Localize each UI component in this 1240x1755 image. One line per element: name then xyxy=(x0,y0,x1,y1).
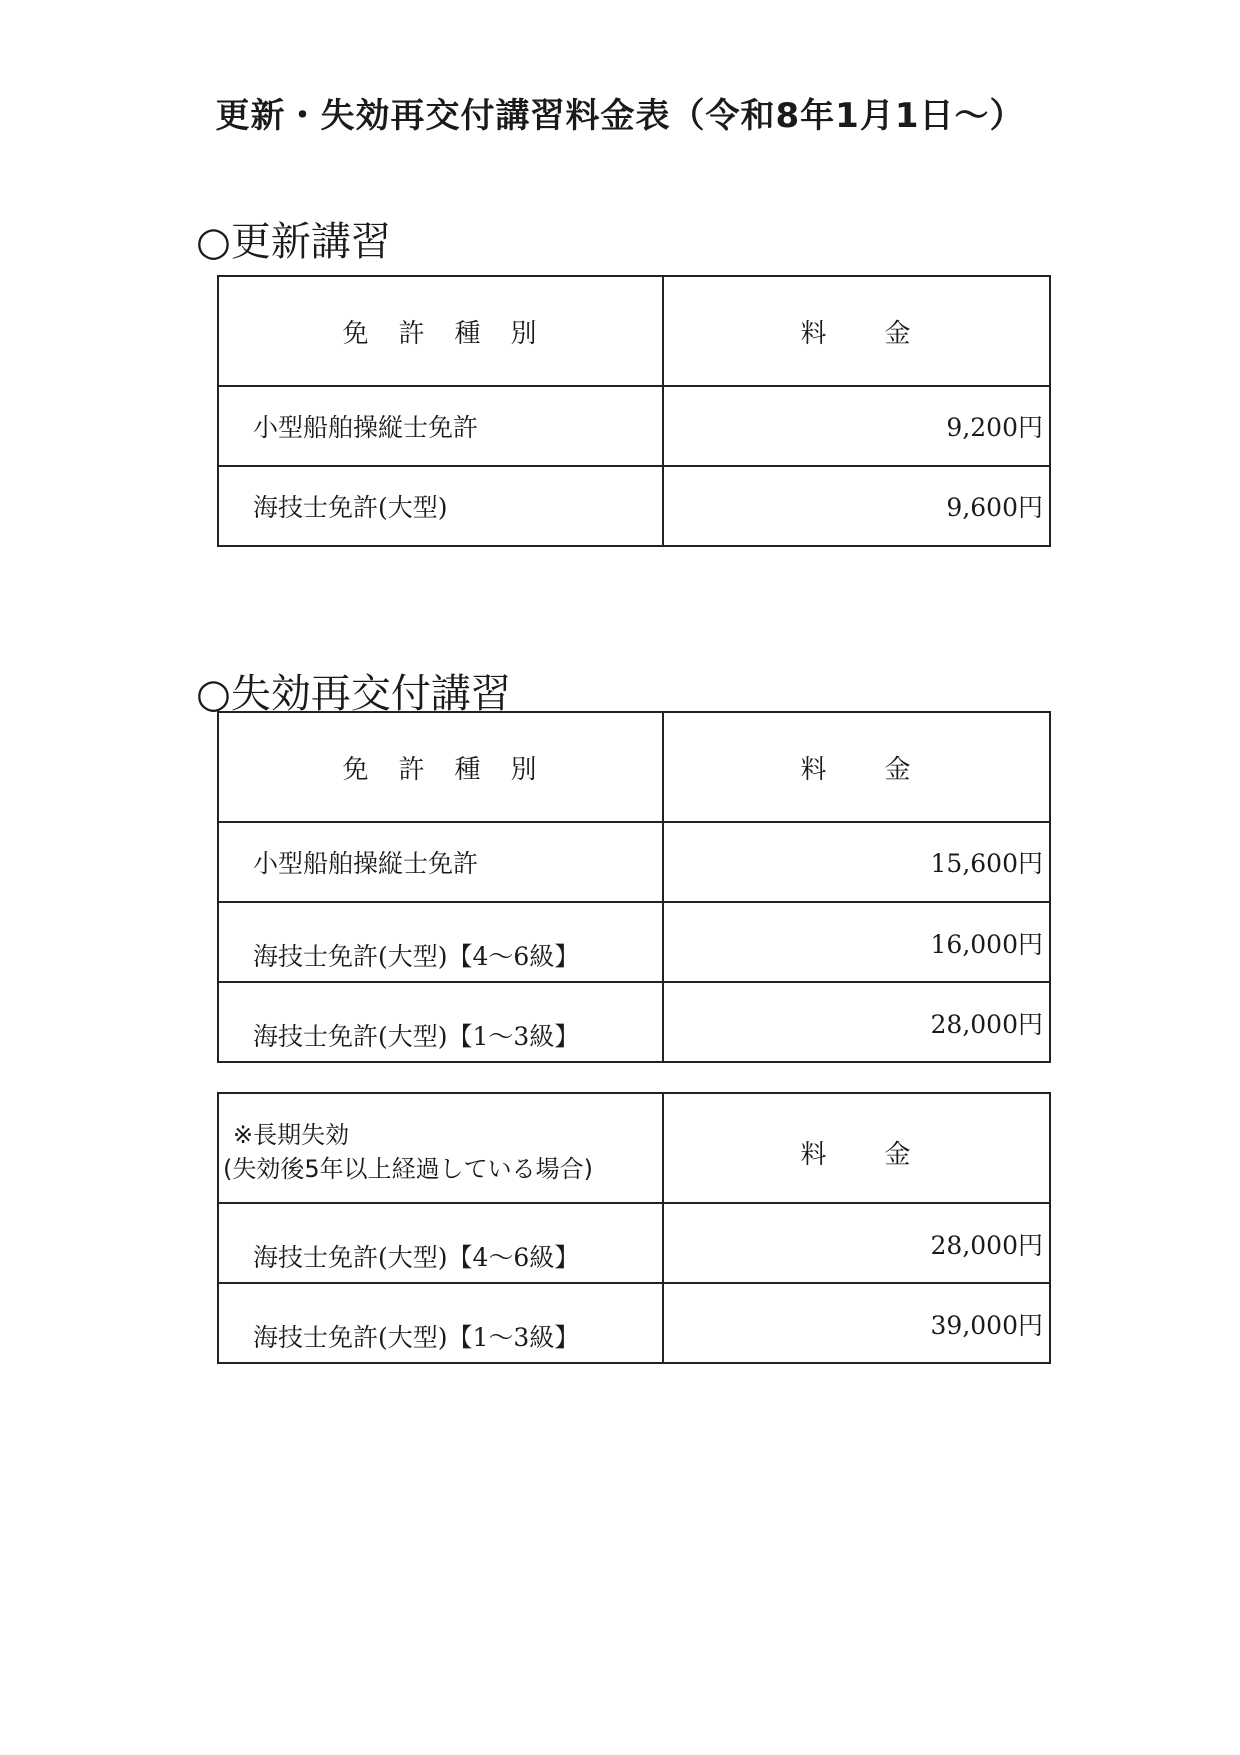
license-type-header: 免 許 種 別 xyxy=(218,712,663,822)
fee-header: 料 金 xyxy=(663,712,1050,822)
license-name: 海技士免許(大型)【4～6級】 xyxy=(218,1203,663,1283)
fee-value: 16,000円 xyxy=(663,902,1050,982)
reissue-fee-table xyxy=(217,711,1051,1063)
long-lapse-note-header xyxy=(218,1093,663,1203)
document-title: 更新・失効再交付講習料金表（令和8年1月1日～） xyxy=(215,96,1025,136)
license-type-header: 免 許 種 別 xyxy=(218,276,663,386)
table-header-row xyxy=(218,1093,1050,1203)
license-name: 海技士免許(大型)【1～3級】 xyxy=(218,982,663,1062)
fee-value: 39,000円 xyxy=(663,1283,1050,1363)
license-name: 海技士免許(大型)【1～3級】 xyxy=(218,1283,663,1363)
reissue-section-heading: ○失効再交付講習 xyxy=(196,671,511,717)
fee-value: 28,000円 xyxy=(663,1203,1050,1283)
fee-header: 料 金 xyxy=(663,276,1050,386)
table-header-row xyxy=(218,276,1050,386)
license-name: 海技士免許(大型)【4～6級】 xyxy=(218,902,663,982)
table-header-row xyxy=(218,712,1050,822)
table-row xyxy=(218,822,1050,902)
table-row xyxy=(218,1203,1050,1283)
fee-value: 9,200円 xyxy=(663,386,1050,466)
renewal-section-heading: ○更新講習 xyxy=(196,219,391,265)
table-row xyxy=(218,982,1050,1062)
fee-value: 28,000円 xyxy=(663,982,1050,1062)
table-row xyxy=(218,902,1050,982)
long-lapse-note-condition: (失効後5年以上経過している場合) xyxy=(223,1155,593,1183)
table-row xyxy=(218,1283,1050,1363)
fee-value: 9,600円 xyxy=(663,466,1050,546)
license-name: 小型船舶操縦士免許 xyxy=(218,386,663,466)
renewal-fee-table xyxy=(217,275,1051,547)
table-row xyxy=(218,386,1050,466)
license-name: 海技士免許(大型) xyxy=(218,466,663,546)
long-lapse-fee-table xyxy=(217,1092,1051,1364)
license-name: 小型船舶操縦士免許 xyxy=(218,822,663,902)
fee-header: 料 金 xyxy=(663,1093,1050,1203)
table-row xyxy=(218,466,1050,546)
long-lapse-note-title: ※長期失効 xyxy=(233,1121,350,1149)
fee-value: 15,600円 xyxy=(663,822,1050,902)
